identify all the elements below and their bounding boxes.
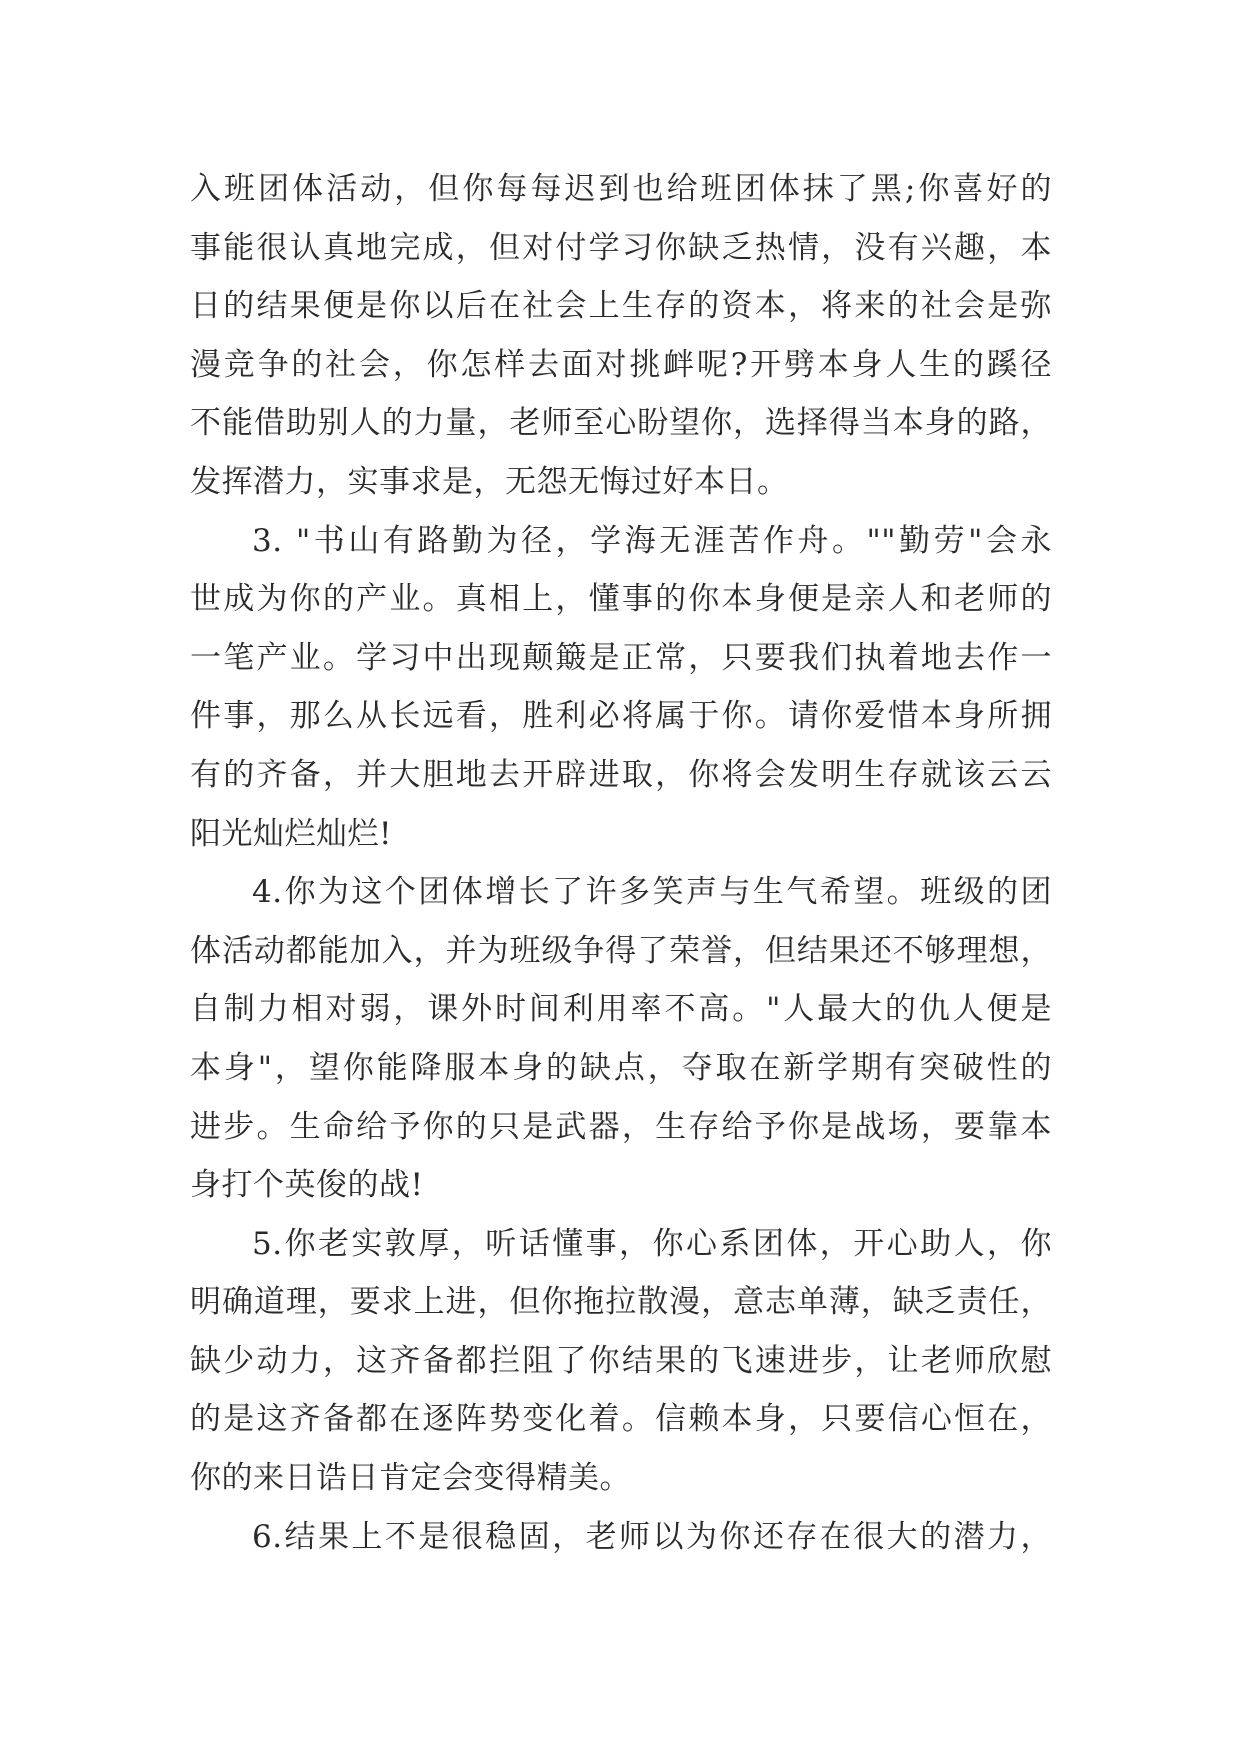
text-line: 入班团体活动，但你每每迟到也给班团体抹了黑;你喜好的: [190, 171, 1052, 207]
text-line: 5.你老实敦厚，听话懂事，你心系团体，开心助人，你: [252, 1225, 1052, 1262]
text-line: 3. "书山有路勤为径，学海无涯苦作舟。""勤劳"会永: [252, 522, 1052, 559]
text-line: 你的来日诰日肯定会变得精美。: [190, 1460, 631, 1497]
text-line: 的是这齐备都在逐阵势变化着。信赖本身，只要信心恒在，: [190, 1401, 1052, 1438]
text-line: 世成为你的产业。真相上，懂事的你本身便是亲人和老师的: [190, 581, 1052, 618]
text-line: 有的齐备，并大胆地去开辟进取，你将会发明生存就该云云: [190, 756, 1052, 793]
text-line: 自制力相对弱，课外时间利用率不高。"人最大的仇人便是: [190, 991, 1052, 1028]
text-line: 6.结果上不是很稳固，老师以为你还存在很大的潜力，: [252, 1518, 1052, 1555]
text-line: 身打个英俊的战!: [190, 1167, 424, 1204]
text-line: 本身"，望你能降服本身的缺点，夺取在新学期有突破性的: [190, 1049, 1052, 1086]
text-line: 4.你为这个团体增长了许多笑声与生气希望。班级的团: [252, 874, 1052, 911]
text-line: 一笔产业。学习中出现颠簸是正常，只要我们执着地去作一: [190, 639, 1052, 676]
text-line: 发挥潜力，实事求是，无怨无悔过好本日。: [190, 463, 789, 500]
text-line: 不能借助别人的力量，老师至心盼望你，选择得当本身的路，: [190, 405, 1052, 442]
text-line: 阳光灿烂灿烂!: [190, 815, 392, 852]
text-line: 日的结果便是你以后在社会上生存的资本，将来的社会是弥: [190, 288, 1052, 325]
text-line: 事能很认真地完成，但对付学习你缺乏热情，没有兴趣，本: [190, 229, 1052, 266]
text-line: 漫竞争的社会，你怎样去面对挑衅呢?开劈本身人生的蹊径: [190, 346, 1052, 383]
body-text: [190, 160, 1052, 1566]
text-line: 体活动都能加入，并为班级争得了荣誉，但结果还不够理想，: [190, 932, 1052, 969]
text-line: 缺少动力，这齐备都拦阻了你结果的飞速进步，让老师欣慰: [190, 1342, 1052, 1379]
text-line: 件事，那么从长远看，胜利必将属于你。请你爱惜本身所拥: [190, 698, 1052, 735]
text-line: 明确道理，要求上进，但你拖拉散漫，意志单薄，缺乏责任，: [190, 1284, 1052, 1321]
text-line: 进步。生命给予你的只是武器，生存给予你是战场，要靠本: [190, 1108, 1052, 1145]
